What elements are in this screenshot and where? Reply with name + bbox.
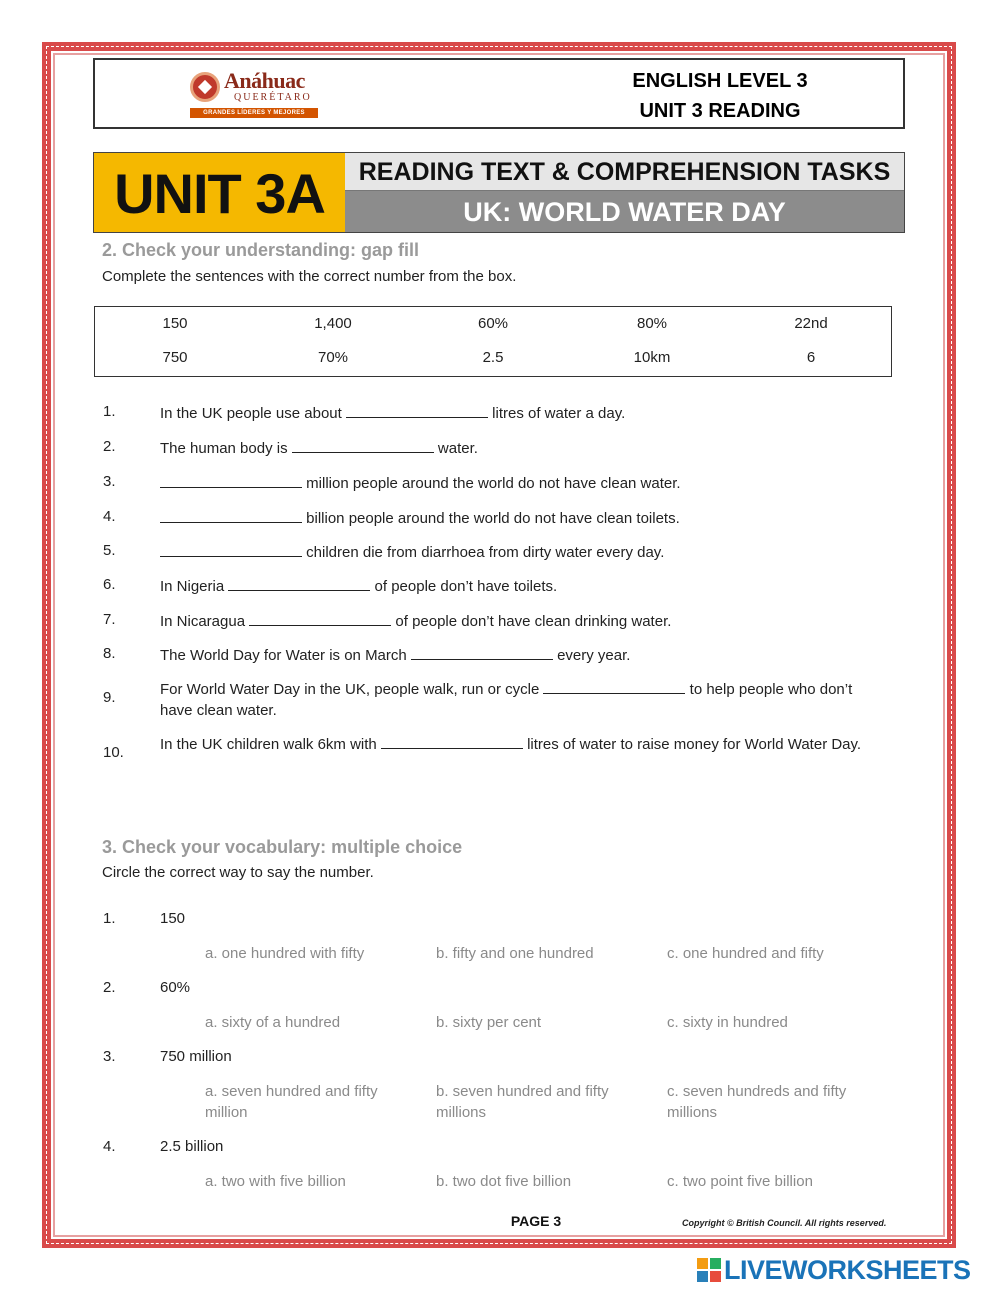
- answer-gap[interactable]: [160, 473, 302, 488]
- number-option: 22nd: [794, 315, 828, 332]
- course-level: ENGLISH LEVEL 3: [632, 70, 808, 92]
- question-number: 2.: [103, 979, 116, 996]
- logo-name: Anáhuac: [224, 68, 305, 93]
- question-prompt: 150: [160, 910, 186, 927]
- option-c[interactable]: c. sixty in hundred: [667, 1014, 788, 1031]
- question-number: 3.: [103, 473, 116, 490]
- question-number: 9.: [103, 689, 116, 706]
- unit-subtitle: READING TEXT & COMPREHENSION TASKS: [345, 153, 904, 191]
- question-number: 4.: [103, 1138, 116, 1155]
- question-text-after: water.: [433, 440, 478, 457]
- question-text-before: For World Water Day in the UK, people walk, run or cycle: [160, 681, 544, 698]
- unit-banner: [93, 152, 905, 233]
- question-prompt: 60%: [160, 979, 191, 996]
- logo-slogan: GRANDES LÍDERES Y MEJORES PERSONAS: [190, 108, 318, 118]
- question-text-before: In the UK people use about: [160, 405, 346, 422]
- question-prompt: 2.5 billion: [160, 1138, 224, 1155]
- question-text-after: to help people who don’t have clean water.: [160, 681, 853, 719]
- number-option: 750: [162, 349, 188, 366]
- answer-gap[interactable]: [160, 508, 302, 523]
- option-a[interactable]: a. one hundred with fifty: [205, 945, 365, 962]
- number-option: 60%: [477, 315, 509, 332]
- section2-instruction: Complete the sentences with the correct number from the box.: [102, 268, 517, 285]
- unit-label: UNIT 3A: [94, 153, 345, 232]
- answer-gap[interactable]: [543, 679, 685, 694]
- question-text-after: of people don’t have clean drinking water.: [391, 613, 672, 630]
- question-text-before: In the UK children walk 6km with: [160, 736, 381, 753]
- option-c[interactable]: c. seven hundreds and fifty millions: [667, 1083, 847, 1121]
- question-number: 1.: [103, 403, 116, 420]
- answer-gap[interactable]: [249, 611, 391, 626]
- question-text-before: In Nicaragua: [160, 613, 250, 630]
- question-text-after: billion people around the world do not have clean toilets.: [302, 510, 680, 527]
- anahuac-logo: [190, 68, 320, 126]
- section3-instruction: Circle the correct way to say the number.: [102, 864, 374, 881]
- number-option: 80%: [636, 315, 668, 332]
- question-number: 7.: [103, 611, 116, 628]
- question-number: 1.: [103, 910, 116, 927]
- question-text-after: litres of water to raise money for World Water Day.: [522, 736, 862, 753]
- answer-gap[interactable]: [160, 542, 302, 557]
- number-option: 6: [806, 349, 816, 366]
- copyright-notice: Copyright © British Council. All rights reserved.: [682, 1218, 887, 1228]
- question-number: 4.: [103, 508, 116, 525]
- option-c[interactable]: c. one hundred and fifty: [667, 945, 824, 962]
- question-number: 10.: [103, 744, 124, 761]
- option-c[interactable]: c. two point five billion: [667, 1173, 813, 1190]
- section2-title: 2. Check your understanding: gap fill: [102, 240, 420, 260]
- question-text-before: The World Day for Water is on March: [160, 647, 411, 664]
- question-text-after: every year.: [552, 647, 631, 664]
- number-option: 1,400: [314, 315, 352, 332]
- liveworksheets-wordmark: LIVEWORKSHEETS: [724, 1255, 971, 1285]
- question-text-after: of people don’t have toilets.: [370, 578, 558, 595]
- number-option: 10km: [633, 349, 671, 366]
- course-title: [555, 66, 885, 126]
- number-option: 70%: [317, 349, 349, 366]
- logo-city: QUERÉTARO: [234, 92, 312, 103]
- number-option: 2.5: [482, 349, 504, 366]
- option-a[interactable]: a. seven hundred and fifty million: [205, 1083, 378, 1121]
- liveworksheets-logo-icon: [697, 1258, 721, 1282]
- answer-gap[interactable]: [292, 438, 434, 453]
- page-number: PAGE 3: [510, 1213, 562, 1229]
- option-b[interactable]: b. two dot five billion: [436, 1173, 572, 1190]
- question-number: 3.: [103, 1048, 116, 1065]
- question-text-before: In Nigeria: [160, 578, 229, 595]
- option-b[interactable]: b. sixty per cent: [436, 1014, 542, 1031]
- document-header: [93, 58, 905, 129]
- question-number: 5.: [103, 542, 116, 559]
- anahuac-emblem-icon: [190, 72, 220, 102]
- question-number: 2.: [103, 438, 116, 455]
- section3-title: 3. Check your vocabulary: multiple choice: [102, 837, 463, 857]
- option-b[interactable]: b. seven hundred and fifty millions: [436, 1083, 609, 1121]
- question-number: 8.: [103, 645, 116, 662]
- question-text-before: The human body is: [160, 440, 292, 457]
- question-number: 6.: [103, 576, 116, 593]
- answer-gap[interactable]: [411, 645, 553, 660]
- question-text-after: children die from diarrhoea from dirty water every day.: [302, 544, 665, 561]
- option-a[interactable]: a. two with five billion: [205, 1173, 346, 1190]
- question-text-after: million people around the world do not have clean water.: [302, 475, 681, 492]
- course-unit: UNIT 3 READING: [639, 100, 801, 122]
- question-prompt: 750 million: [160, 1048, 232, 1065]
- number-box: [94, 306, 892, 377]
- answer-gap[interactable]: [346, 403, 488, 418]
- unit-topic: UK: WORLD WATER DAY: [345, 191, 904, 232]
- option-a[interactable]: a. sixty of a hundred: [205, 1014, 341, 1031]
- option-b[interactable]: b. fifty and one hundred: [436, 945, 594, 962]
- answer-gap[interactable]: [228, 576, 370, 591]
- answer-gap[interactable]: [381, 734, 523, 749]
- question-text-after: litres of water a day.: [487, 405, 626, 422]
- number-option: 150: [162, 315, 188, 332]
